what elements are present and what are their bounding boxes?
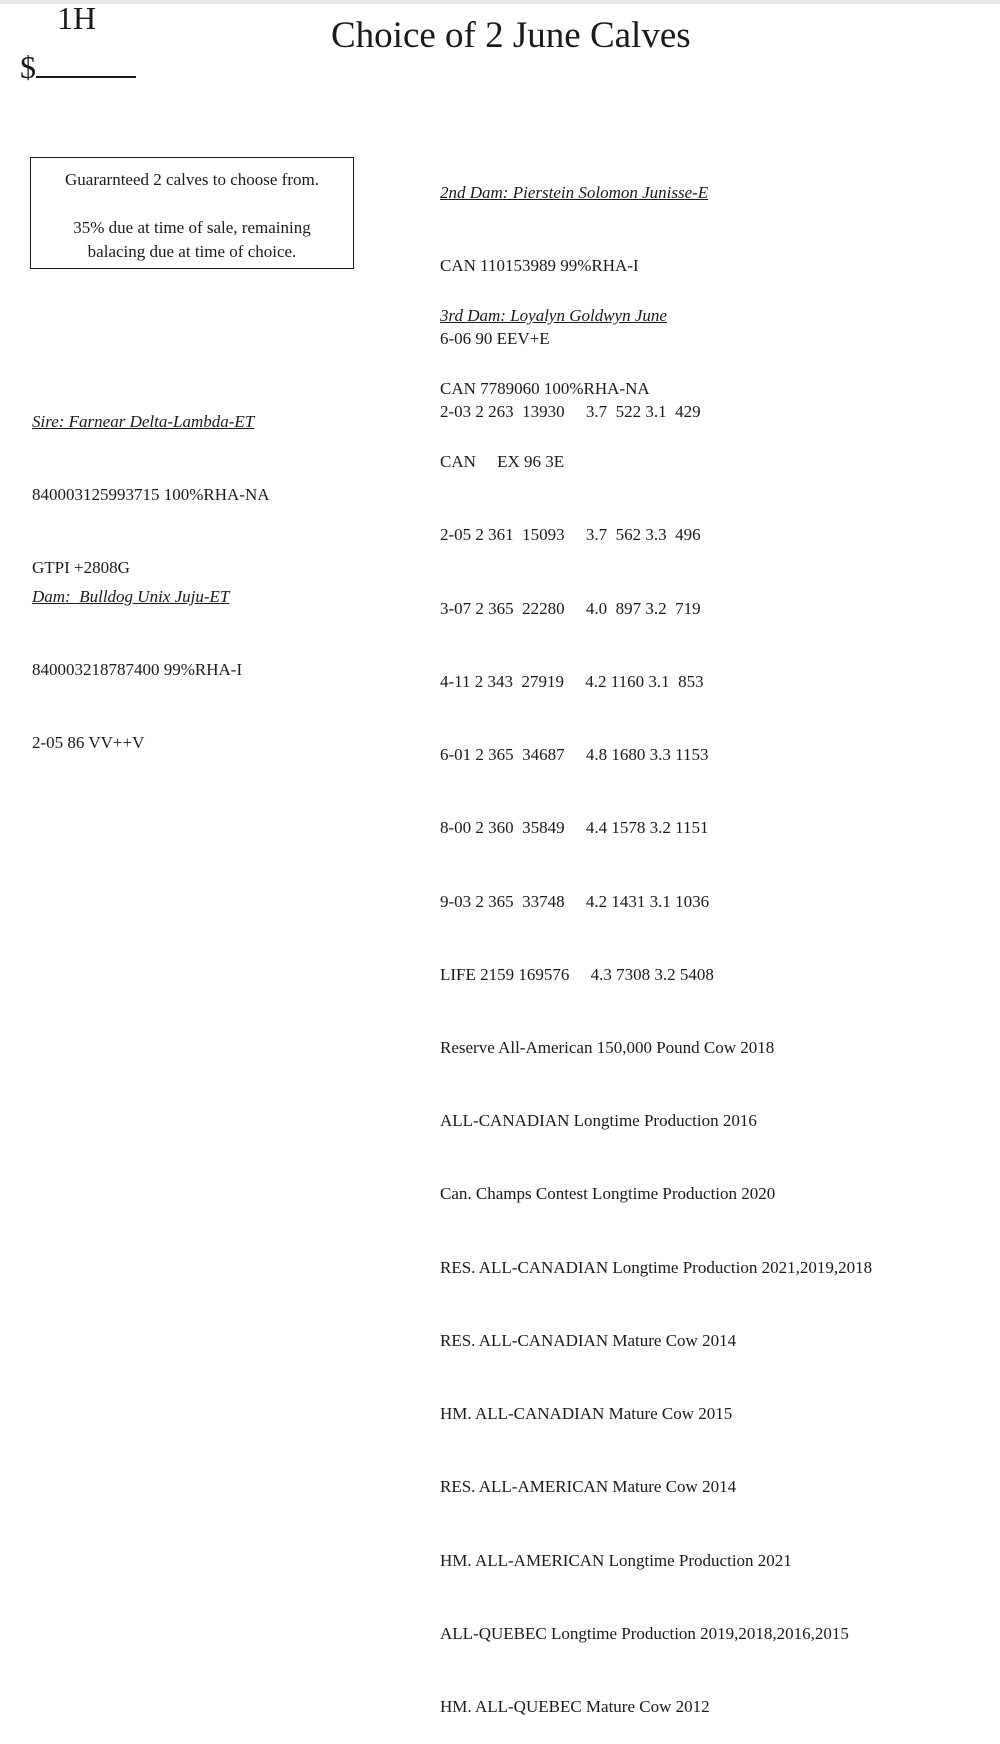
production-record: 3-07 2 365 22280 4.0 897 3.2 719: [440, 598, 701, 618]
terms-box: [30, 157, 354, 269]
third-dam-classification: CAN EX 96 3E: [440, 452, 565, 472]
dam-block: [32, 536, 242, 780]
page-title: Choice of 2 June Calves: [331, 15, 691, 56]
terms-line-2: 35% due at time of sale, remaining: [73, 218, 311, 237]
award: RES. ALL-AMERICAN Mature Cow 2014: [440, 1477, 737, 1497]
award: Can. Champs Contest Longtime Production 2020: [440, 1184, 776, 1204]
second-dam-classification: 6-06 90 EEV+E: [440, 329, 550, 349]
second-dam-registration: CAN 110153989 99%RHA-I: [440, 256, 639, 276]
terms-line-1: Guararnteed 2 calves to choose from.: [65, 170, 319, 189]
award: RES. ALL-CANADIAN Mature Cow 2014: [440, 1330, 737, 1350]
production-record: 8-00 2 360 35849 4.4 1578 3.2 1151: [440, 818, 709, 838]
second-dam-heading: 2nd Dam: Pierstein Solomon Junisse-E: [440, 182, 709, 202]
lot-number: 1H: [57, 0, 97, 36]
award: Reserve All-American 150,000 Pound Cow 2018: [440, 1038, 775, 1057]
price-blank: [36, 48, 136, 78]
award: HM. ALL-QUEBEC Mature Cow 2012: [440, 1696, 710, 1716]
production-record: 2-05 2 361 15093 3.7 562 3.3 496: [440, 525, 701, 545]
sire-registration: 840003125993715 100%RHA-NA: [32, 485, 270, 505]
price-prefix: $: [20, 49, 36, 85]
dam-classification: 2-05 86 VV++V: [32, 733, 145, 753]
third-dam-block: [440, 255, 872, 1744]
price-field: [20, 48, 136, 85]
production-record: 6-01 2 365 34687 4.8 1680 3.3 1153: [440, 745, 709, 765]
second-dam-record: 2-03 2 263 13930 3.7 522 3.1 429: [440, 402, 701, 422]
sire-heading: Sire: Farnear Delta-Lambda-ET: [32, 411, 255, 431]
award: RES. ALL-CANADIAN Longtime Production 2021,2019,2018: [440, 1257, 873, 1277]
dam-registration: 840003218787400 99%RHA-I: [32, 660, 243, 680]
top-border: [0, 0, 1000, 4]
award: ALL-CANADIAN Longtime Production 2016: [440, 1111, 757, 1131]
award: ALL-QUEBEC Longtime Production 2019,2018,2016,2015: [440, 1623, 849, 1643]
award: HM. ALL-AMERICAN Longtime Production 2021: [440, 1550, 792, 1570]
terms-line-3: balacing due at time of choice.: [87, 242, 297, 261]
award: HM. ALL-CANADIAN Mature Cow 2015: [440, 1404, 733, 1424]
lifetime-record: LIFE 2159 169576 4.3 7308 3.2 5408: [440, 964, 714, 984]
production-record: 4-11 2 343 27919 4.2 1160 3.1 853: [440, 671, 704, 691]
sire-gtpi: GTPI +2808G: [32, 558, 130, 578]
third-dam-heading: 3rd Dam: Loyalyn Goldwyn June: [440, 305, 667, 325]
dam-heading: Dam: Bulldog Unix Juju-ET: [32, 586, 230, 606]
production-record: 9-03 2 365 33748 4.2 1431 3.1 1036: [440, 891, 710, 911]
third-dam-registration: CAN 7789060 100%RHA-NA: [440, 379, 650, 399]
